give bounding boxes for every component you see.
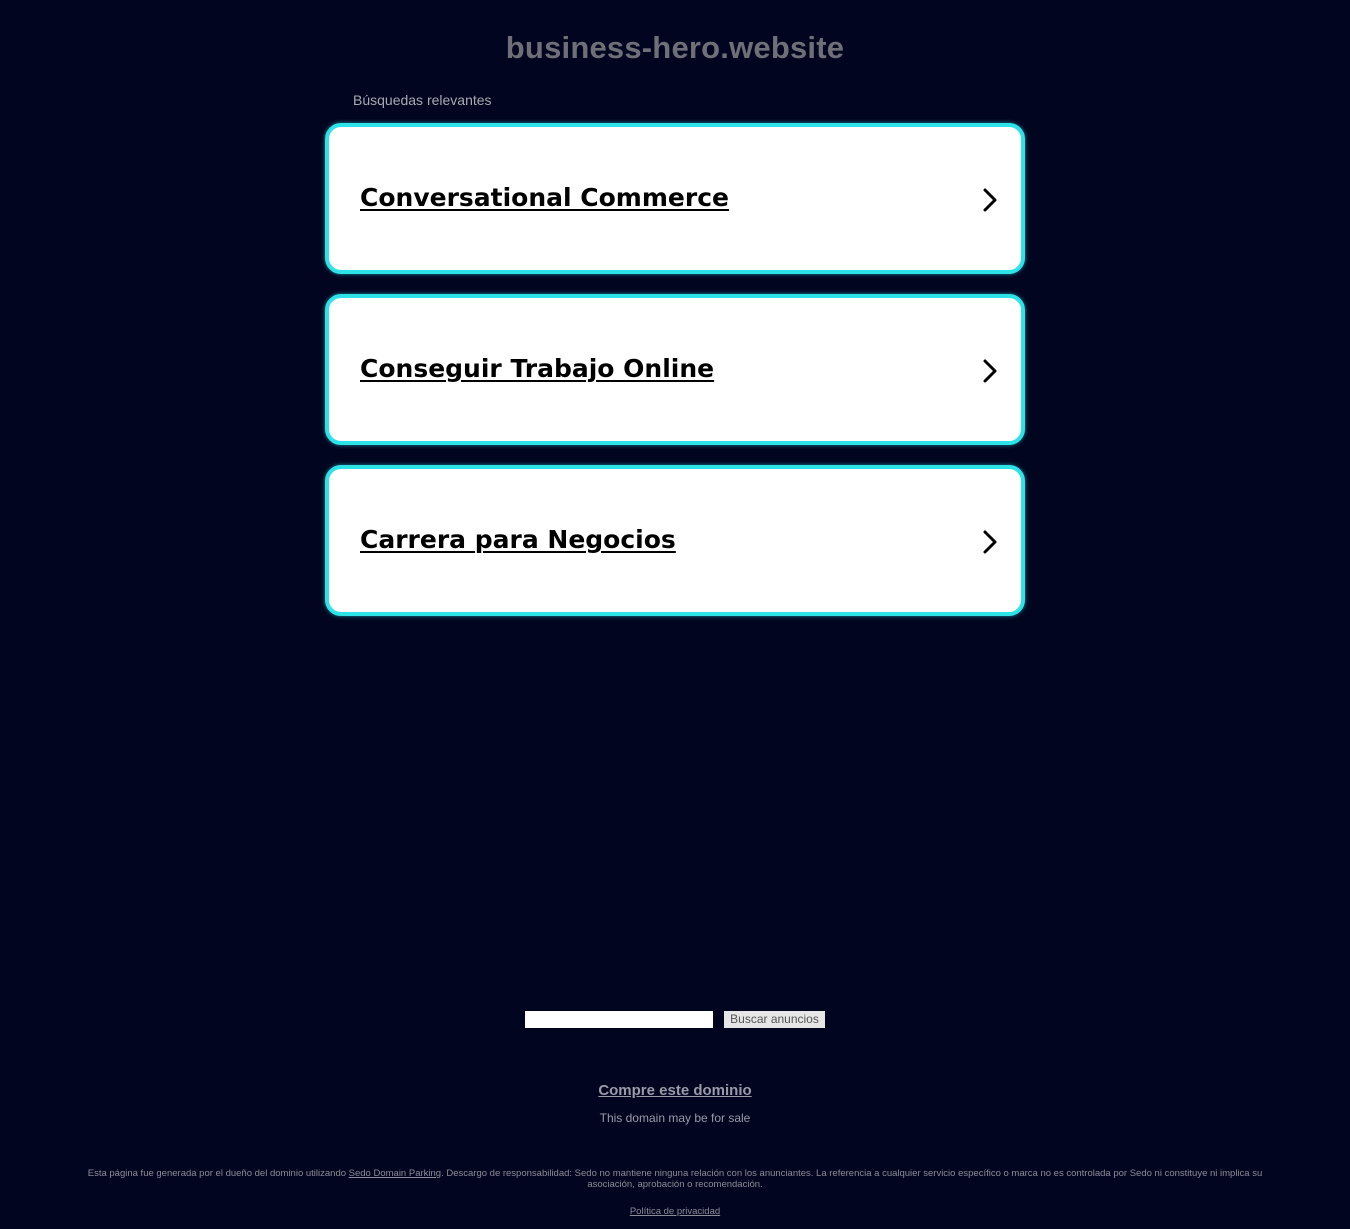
ad-search-input[interactable] [525,1011,713,1028]
privacy-policy-link[interactable]: Política de privacidad [629,1206,721,1217]
buy-domain-section [0,1082,1350,1099]
ad-search-form [525,1011,825,1029]
related-search-link[interactable]: Conversational Commerce [360,183,729,212]
chevron-right-icon [979,529,1001,555]
related-search-card[interactable] [325,294,1025,445]
related-search-card[interactable] [325,465,1025,616]
related-search-link[interactable]: Conseguir Trabajo Online [360,354,715,383]
for-sale-note: This domain may be for sale [599,1111,751,1125]
disclaimer-intro: Esta página fue generada por el dueño del dominio utilizando [87,1168,349,1179]
sedo-parking-link[interactable]: Sedo Domain Parking [348,1168,442,1179]
disclaimer-body: . Descargo de responsabilidad: Sedo no mantiene ninguna relación con los anunciantes. La referencia a cualquier servicio específico o marca no es controlada por Sedo ni constituye ni implica su asociación, aprobación o recomendación. [441,1168,1263,1190]
disclaimer-text [75,1168,1275,1190]
chevron-right-icon [979,358,1001,384]
related-searches-label: Búsquedas relevantes [353,92,492,108]
chevron-right-icon [979,187,1001,213]
privacy-section [0,1206,1350,1217]
search-ads-button[interactable]: Buscar anuncios [724,1011,825,1028]
related-search-card[interactable] [325,123,1025,274]
related-searches-list [325,123,1025,636]
related-search-link[interactable]: Carrera para Negocios [360,525,676,554]
buy-domain-link[interactable]: Compre este dominio [598,1082,752,1099]
domain-title: business-hero.website [505,30,845,65]
